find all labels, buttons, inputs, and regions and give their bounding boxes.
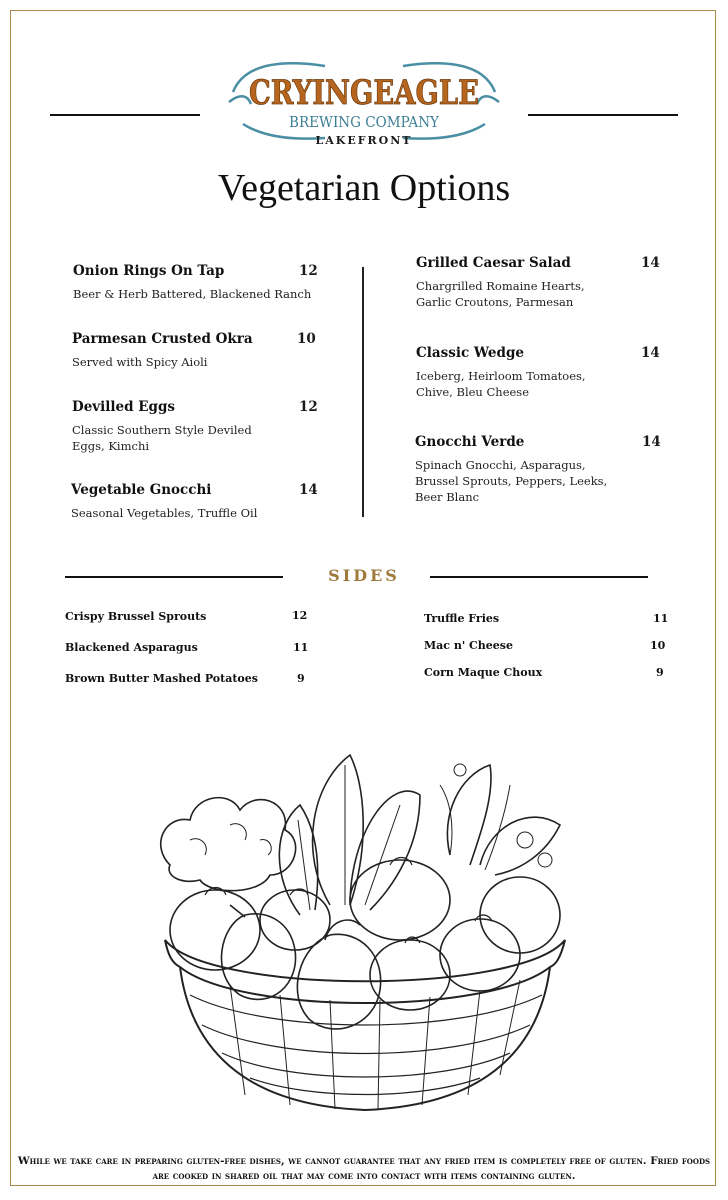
side-item-price: 10 <box>650 639 666 652</box>
sides-rule-right <box>430 576 648 578</box>
menu-item <box>73 263 318 302</box>
item-description: Spinach Gnocchi, Asparagus, Brussel Sprouts, Peppers, Leeks, Beer Blanc <box>415 458 608 504</box>
item-description: Seasonal Vegetables, Truffle Oil <box>71 506 258 520</box>
menu-item <box>415 434 660 505</box>
side-item-name: Blackened Asparagus <box>65 641 198 654</box>
side-item-price: 11 <box>653 612 669 625</box>
item-name: Classic Wedge <box>416 345 524 361</box>
menu-item <box>72 331 317 370</box>
column-divider <box>362 267 364 517</box>
side-item-name: Corn Maque Choux <box>424 666 543 679</box>
side-item-price: 9 <box>656 666 664 679</box>
menu-item <box>72 399 317 454</box>
item-price: 12 <box>299 399 318 415</box>
item-price: 14 <box>299 482 318 498</box>
sides-heading: SIDES <box>328 566 400 585</box>
item-description: Classic Southern Style Deviled Eggs, Kimchi <box>72 423 252 453</box>
page-title: Vegetarian Options <box>217 167 511 209</box>
side-item-name: Mac n' Cheese <box>424 639 513 652</box>
item-description: Chargrilled Romaine Hearts, Garlic Croutons, Parmesan <box>416 279 585 309</box>
item-name: Vegetable Gnocchi <box>71 482 212 498</box>
item-description: Served with Spicy Aioli <box>72 355 208 369</box>
item-name: Grilled Caesar Salad <box>416 255 571 271</box>
menu-item <box>71 482 316 521</box>
item-price: 10 <box>297 331 316 347</box>
header-rule-right <box>528 114 678 116</box>
item-description: Iceberg, Heirloom Tomatoes, Chive, Bleu Cheese <box>416 369 586 399</box>
side-item-price: 12 <box>292 609 308 622</box>
gluten-disclaimer: While we take care in preparing gluten-free dishes, we cannot guarantee that any fried item is completely free of gluten. Fried foods are cooked in shared oil that may come into contact with items containing gluten. <box>17 1155 711 1182</box>
vegetable-basket-illustration <box>150 745 580 1125</box>
side-item-price: 11 <box>293 641 309 654</box>
item-price: 14 <box>641 255 660 271</box>
logo-company: BREWING COMPANY <box>289 113 440 131</box>
menu-item <box>416 255 661 310</box>
side-item-price: 9 <box>297 672 305 685</box>
logo-location: LAKEFRONT <box>315 134 413 147</box>
side-item-name: Crispy Brussel Sprouts <box>65 610 207 623</box>
item-price: 14 <box>642 434 661 450</box>
item-name: Devilled Eggs <box>72 399 176 415</box>
item-name: Onion Rings On Tap <box>73 263 225 279</box>
brand-logo <box>225 52 503 152</box>
side-item-name: Brown Butter Mashed Potatoes <box>65 672 258 685</box>
item-price: 12 <box>299 263 318 279</box>
item-name: Parmesan Crusted Okra <box>72 331 253 347</box>
item-name: Gnocchi Verde <box>415 434 525 450</box>
menu-item <box>416 345 661 400</box>
item-price: 14 <box>641 345 660 361</box>
logo-name: CRYINGEAGLE <box>249 73 479 113</box>
header-rule-left <box>50 114 200 116</box>
item-description: Beer & Herb Battered, Blackened Ranch <box>73 287 312 301</box>
side-item-name: Truffle Fries <box>424 612 500 625</box>
